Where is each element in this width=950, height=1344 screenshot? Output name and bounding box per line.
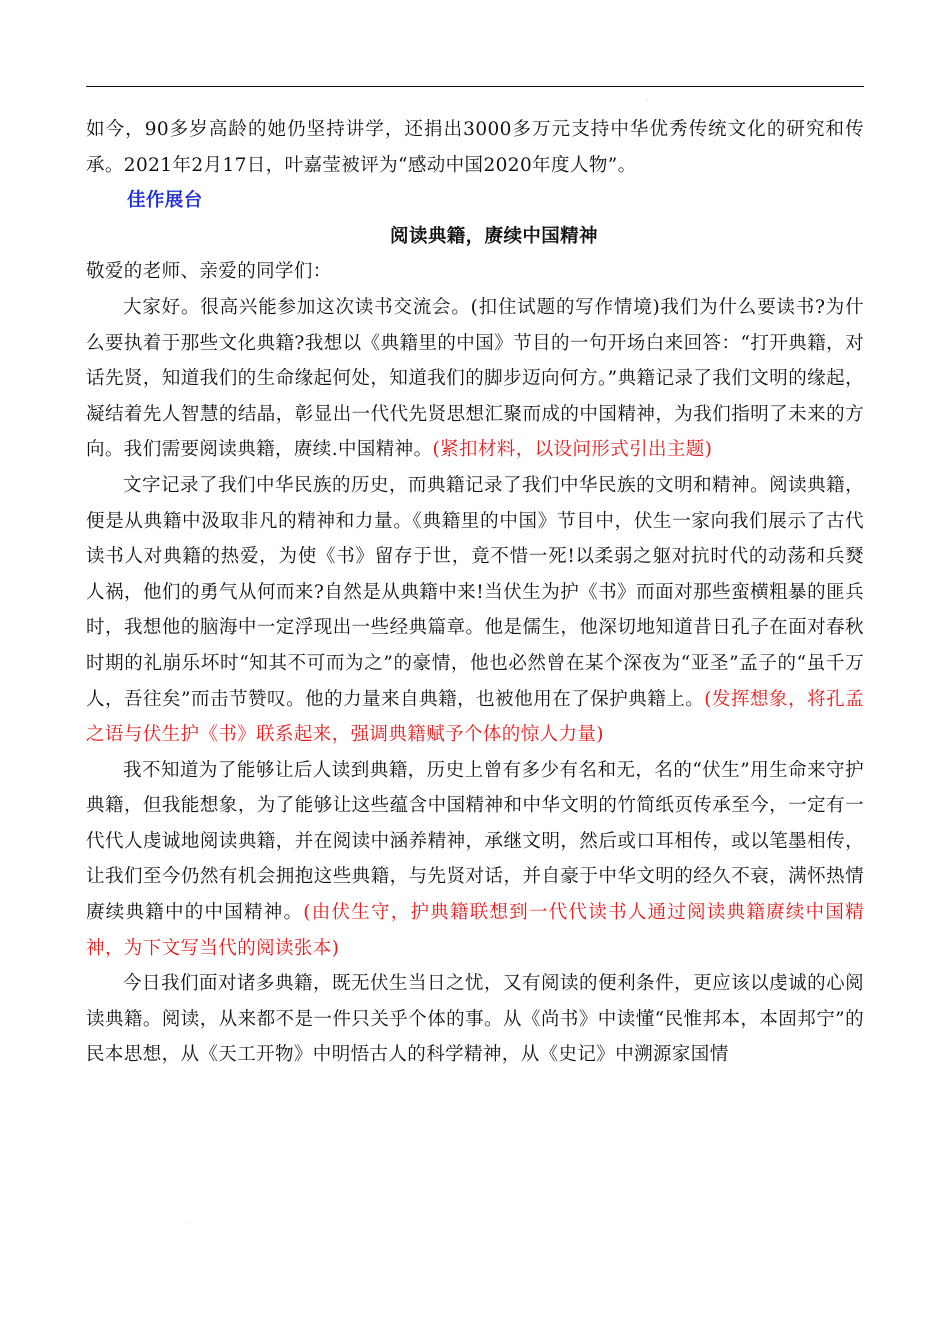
annotation-note: (发挥想象，将孔孟之语与伏生护《书》联系起来，强调典籍赋予个体的惊人力量) <box>86 688 864 746</box>
annotation-note: (由伏生守，护典籍联想到一代代读书人通过阅读典籍赓续中国精神，为下文写当代的阅读张本) <box>86 902 864 959</box>
paragraph-text: 今日我们面对诸多典籍，既无伏生当日之忧，又有阅读的便利条件，更应该以虔诚的心阅读典籍。阅读，从来都不是一件只关乎个体的事。从《尚书》中读懂“民惟邦本，本固邦宁”的民本思想，从《天工开物》中明悟古人的科学精神，从《史记》中溯源家国情 <box>86 973 864 1066</box>
section-label: 佳作展台 <box>127 190 203 212</box>
annotation-note: (紧扣材料，以设问形式引出主题) <box>432 439 713 461</box>
essay-paragraph-3 <box>86 753 864 967</box>
paragraph-text: 我不知道为了能够让后人读到典籍，历史上曾有多少有名和无，名的“伏生”用生命来守护典籍，但我能想象，为了能够让这些蕴含中国精神和中华文明的竹简纸页传承至今，一定有一代代人虔诚地阅读典籍，并在阅读中涵养精神，承继文明，然后或口耳相传，或以笔墨相传，让我们至今仍然有机会拥抱这些典籍，与先贤对话，并自豪于中华文明的经久不衰，满怀热情赓续典籍中的中国精神。 <box>86 759 864 924</box>
header-rule <box>86 86 864 87</box>
footer-mark: . <box>186 1218 188 1225</box>
document-body <box>86 112 864 1073</box>
essay-paragraph-4 <box>86 966 864 1073</box>
paragraph-text: 大家好。很高兴能参加这次读书交流会。(扣住试题的写作情境)我们为什么要读书?为什么要执着于那些文化典籍?我想以《典籍里的中国》节目的一句开场白来回答：“打开典籍，对话先贤，知道我们的生命缘起何处，知道我们的脚步迈向何方。”典籍记录了我们文明的缘起，凝结着先人智慧的结晶，彰显出一代代先贤思想汇聚而成的中国精神，为我们指明了未来的方向。我们需要阅读典籍，赓续.中国精神。 <box>86 296 864 461</box>
essay-paragraph-2 <box>86 468 864 753</box>
essay-salutation: 敬爱的老师、亲爱的同学们： <box>86 261 332 283</box>
intro-paragraph: 如今，90多岁高龄的她仍坚持讲学，还捐出3000多万元支持中华优秀传统文化的研究和传承。2021年2月17日，叶嘉莹被评为“感动中国2020年度人物”。 <box>86 119 864 176</box>
header-mark: . <box>646 96 648 103</box>
essay-paragraph-1 <box>86 290 864 468</box>
essay-title: 阅读典籍，赓续中国精神 <box>390 225 598 247</box>
paragraph-text: 文字记录了我们中华民族的历史，而典籍记录了我们中华民族的文明和精神。阅读典籍，便是从典籍中汲取非凡的精神和力量。《典籍里的中国》节目中，伏生一家向我们展示了古代读书人对典籍的热爱，为使《书》留存于世，竟不惜一死!以柔弱之躯对抗时代的动荡和兵燹人祸，他们的勇气从何而来?自然是从典籍中来!当伏生为护《书》而面对那些蛮横粗暴的匪兵时，我想他的脑海中一定浮现出一些经典篇章。他是儒生，他深切地知道昔日孔子在面对春秋时期的礼崩乐坏时“知其不可而为之”的豪情，他也必然曾在某个深夜为“亚圣”孟子的“虽千万人，吾往矣”而击节赞叹。他的力量来自典籍，也被他用在了保护典籍上。 <box>86 474 864 710</box>
